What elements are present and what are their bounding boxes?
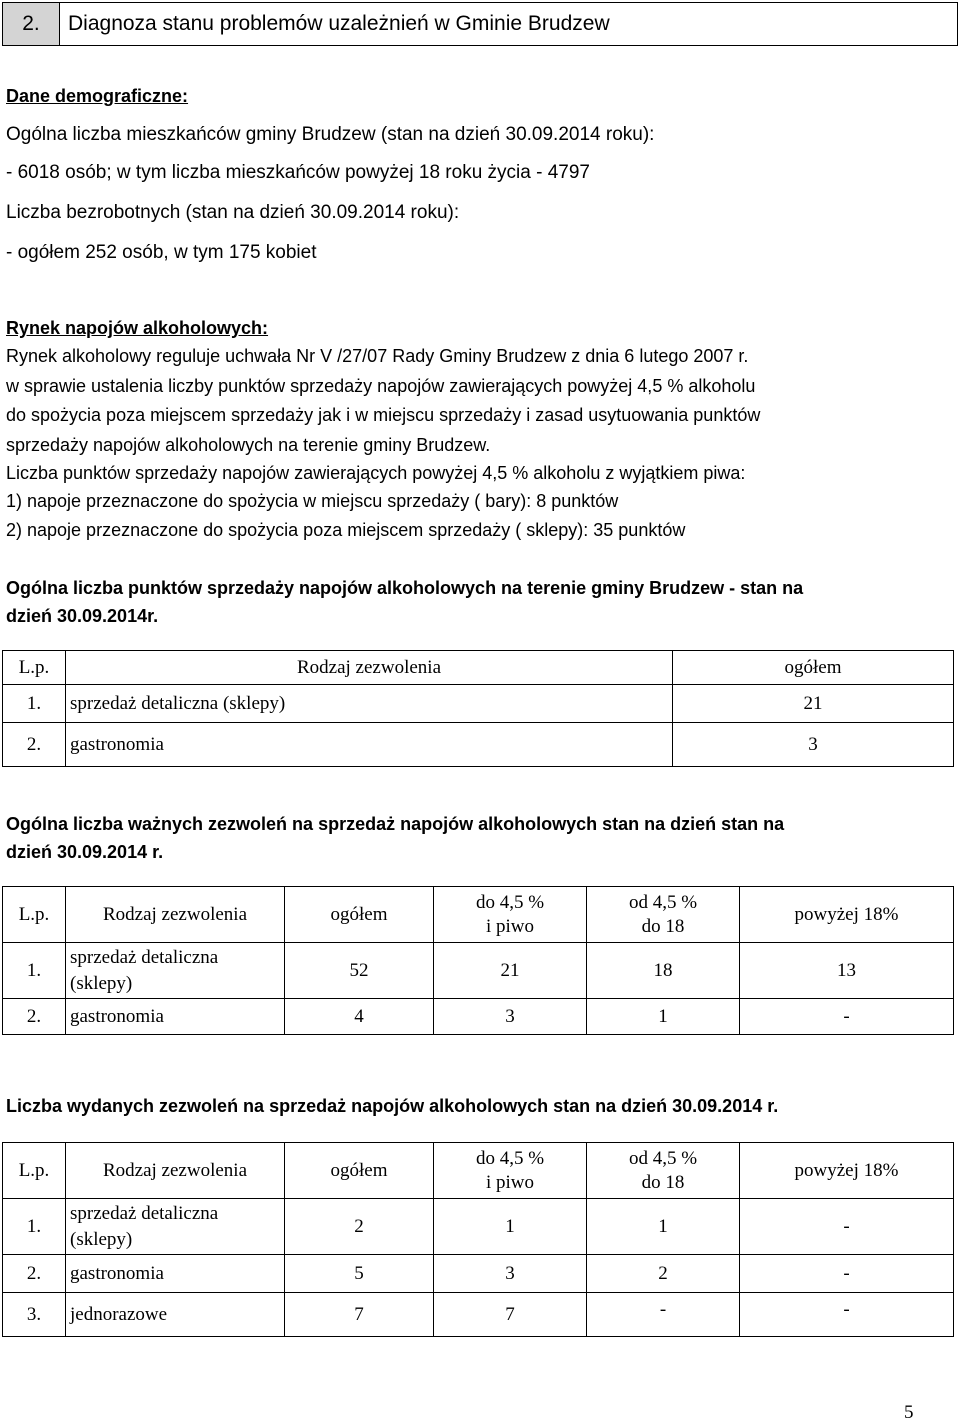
table2-header-row: [3, 887, 954, 943]
table2-heading-2: dzień 30.09.2014 r.: [6, 842, 164, 862]
table3-cell-col3: -: [740, 1293, 954, 1337]
table-row: [3, 1293, 954, 1337]
table1-heading-1: Ogólna liczba punktów sprzedaży napojów alkoholowych na terenie gminy Brudzew - stan na: [6, 578, 804, 598]
table3-cell-col2: 2: [587, 1255, 740, 1293]
table1-heading-2: dzień 30.09.2014r.: [6, 606, 159, 626]
table3-cell-total: 7: [285, 1293, 434, 1337]
page-number: 5: [904, 1402, 914, 1423]
table-row: [3, 999, 954, 1035]
market-p1: Rynek alkoholowy reguluje uchwała Nr V /27/07 Rady Gminy Brudzew z dnia 6 lutego 2007 r.: [6, 346, 749, 366]
table3-cell-type-a: sprzedaż detaliczna: [70, 1202, 219, 1224]
table2-heading-1: Ogólna liczba ważnych zezwoleń na sprzedaż napojów alkoholowych stan na dzień stan na: [6, 814, 785, 834]
table-row: [3, 1199, 954, 1255]
table3-cell-lp: 3.: [3, 1293, 66, 1337]
table1: [2, 650, 954, 767]
market-p6: 1) napoje przeznaczone do spożycia w miejscu sprzedaży ( bary): 8 punktów: [6, 491, 619, 511]
table2-cell-total: 4: [285, 999, 434, 1035]
table2-cell-type: gastronomia: [66, 999, 285, 1035]
demo-line-1: Ogólna liczba mieszkańców gminy Brudzew (stan na dzień 30.09.2014 roku):: [6, 124, 655, 145]
table3-cell-col2: 1: [587, 1199, 740, 1255]
demo-line-3: Liczba bezrobotnych (stan na dzień 30.09.2014 roku):: [6, 202, 460, 223]
table2-cell-total: 52: [285, 943, 434, 999]
section-header: [2, 2, 958, 46]
table2-cell-col1: 3: [434, 999, 587, 1035]
table2-cell-lp: 1.: [3, 943, 66, 999]
table1-cell-type: sprzedaż detaliczna (sklepy): [66, 685, 673, 723]
table3-h-col1-b: i piwo: [485, 1171, 535, 1193]
table2-cell-col2: 1: [587, 999, 740, 1035]
market-p3: do spożycia poza miejscem sprzedaży jak i w miejscu sprzedaży i zasad usytuowania punktów: [6, 405, 761, 425]
market-p7: 2) napoje przeznaczone do spożycia poza miejscem sprzedaży ( sklepy): 35 punktów: [6, 520, 686, 540]
table3-cell-col1: 3: [434, 1255, 587, 1293]
table3: [2, 1142, 954, 1337]
table-row: [3, 1255, 954, 1293]
table3-cell-col2: -: [587, 1293, 740, 1337]
table1-cell-total: 3: [673, 723, 954, 767]
demo-line-2: - 6018 osób; w tym liczba mieszkańców powyżej 18 roku życia - 4797: [6, 162, 590, 183]
table2-cell-col2: 18: [587, 943, 740, 999]
table1-cell-type: gastronomia: [66, 723, 673, 767]
table2-h-col1-b: i piwo: [485, 915, 535, 937]
table3-h-type: Rodzaj zezwolenia: [66, 1143, 285, 1199]
table3-cell-total: 2: [285, 1199, 434, 1255]
table3-cell-col3: -: [740, 1199, 954, 1255]
table-row: [3, 943, 954, 999]
table3-h-total: ogółem: [285, 1143, 434, 1199]
table2-h-type: Rodzaj zezwolenia: [66, 887, 285, 943]
table3-cell-lp: 1.: [3, 1199, 66, 1255]
table2-h-col2: [587, 887, 740, 943]
table2-cell-col1: 21: [434, 943, 587, 999]
table3-h-col2-a: od 4,5 %: [628, 1147, 698, 1169]
table1-header-row: [3, 651, 954, 685]
table3-cell-lp: 2.: [3, 1255, 66, 1293]
table1-h-lp: L.p.: [3, 651, 66, 685]
market-p5: Liczba punktów sprzedaży napojów zawierających powyżej 4,5 % alkoholu z wyjątkiem piwa:: [6, 463, 746, 483]
table3-cell-type: [66, 1199, 285, 1255]
table2-h-col3: powyżej 18%: [740, 887, 954, 943]
table3-cell-type: jednorazowe: [66, 1293, 285, 1337]
table2-cell-type-b: (sklepy): [70, 972, 133, 994]
table1-cell-lp: 2.: [3, 723, 66, 767]
table2: [2, 886, 954, 1035]
market-p2: w sprawie ustalenia liczby punktów sprzedaży napojów zawierających powyżej 4,5 % alkoholu: [6, 376, 756, 396]
table3-h-lp: L.p.: [3, 1143, 66, 1199]
table3-heading: Liczba wydanych zezwoleń na sprzedaż napojów alkoholowych stan na dzień 30.09.2014 r.: [6, 1096, 779, 1116]
table2-cell-col3: -: [740, 999, 954, 1035]
demo-heading: Dane demograficzne:: [6, 86, 189, 106]
section-number: 2.: [2, 2, 59, 46]
table3-header-row: [3, 1143, 954, 1199]
table3-cell-type-b: (sklepy): [70, 1228, 133, 1250]
section-title: Diagnoza stanu problemów uzależnień w Gminie Brudzew: [59, 2, 958, 46]
table3-cell-col3: -: [740, 1255, 954, 1293]
table3-h-col3: powyżej 18%: [740, 1143, 954, 1199]
table3-h-col1-a: do 4,5 %: [475, 1147, 545, 1169]
table-row: [3, 685, 954, 723]
table1-cell-total: 21: [673, 685, 954, 723]
table2-h-col1-a: do 4,5 %: [475, 891, 545, 913]
table3-cell-col1: 1: [434, 1199, 587, 1255]
table2-cell-type: [66, 943, 285, 999]
table2-h-lp: L.p.: [3, 887, 66, 943]
market-heading: Rynek napojów alkoholowych:: [6, 318, 269, 338]
table3-h-col2: [587, 1143, 740, 1199]
table1-cell-lp: 1.: [3, 685, 66, 723]
table2-h-col2-b: do 18: [641, 915, 685, 937]
table2-cell-col3: 13: [740, 943, 954, 999]
table3-cell-total: 5: [285, 1255, 434, 1293]
table2-h-total: ogółem: [285, 887, 434, 943]
table3-cell-col1: 7: [434, 1293, 587, 1337]
table1-h-type: Rodzaj zezwolenia: [66, 651, 673, 685]
table1-h-total: ogółem: [673, 651, 954, 685]
table3-h-col2-b: do 18: [641, 1171, 685, 1193]
market-p4: sprzedaży napojów alkoholowych na terenie gminy Brudzew.: [6, 435, 491, 455]
table3-h-col1: [434, 1143, 587, 1199]
table2-cell-lp: 2.: [3, 999, 66, 1035]
table2-h-col2-a: od 4,5 %: [628, 891, 698, 913]
table-row: [3, 723, 954, 767]
table2-cell-type-a: sprzedaż detaliczna: [70, 946, 219, 968]
table2-h-col1: [434, 887, 587, 943]
demo-line-4: - ogółem 252 osób, w tym 175 kobiet: [6, 242, 317, 263]
table3-cell-type: gastronomia: [66, 1255, 285, 1293]
